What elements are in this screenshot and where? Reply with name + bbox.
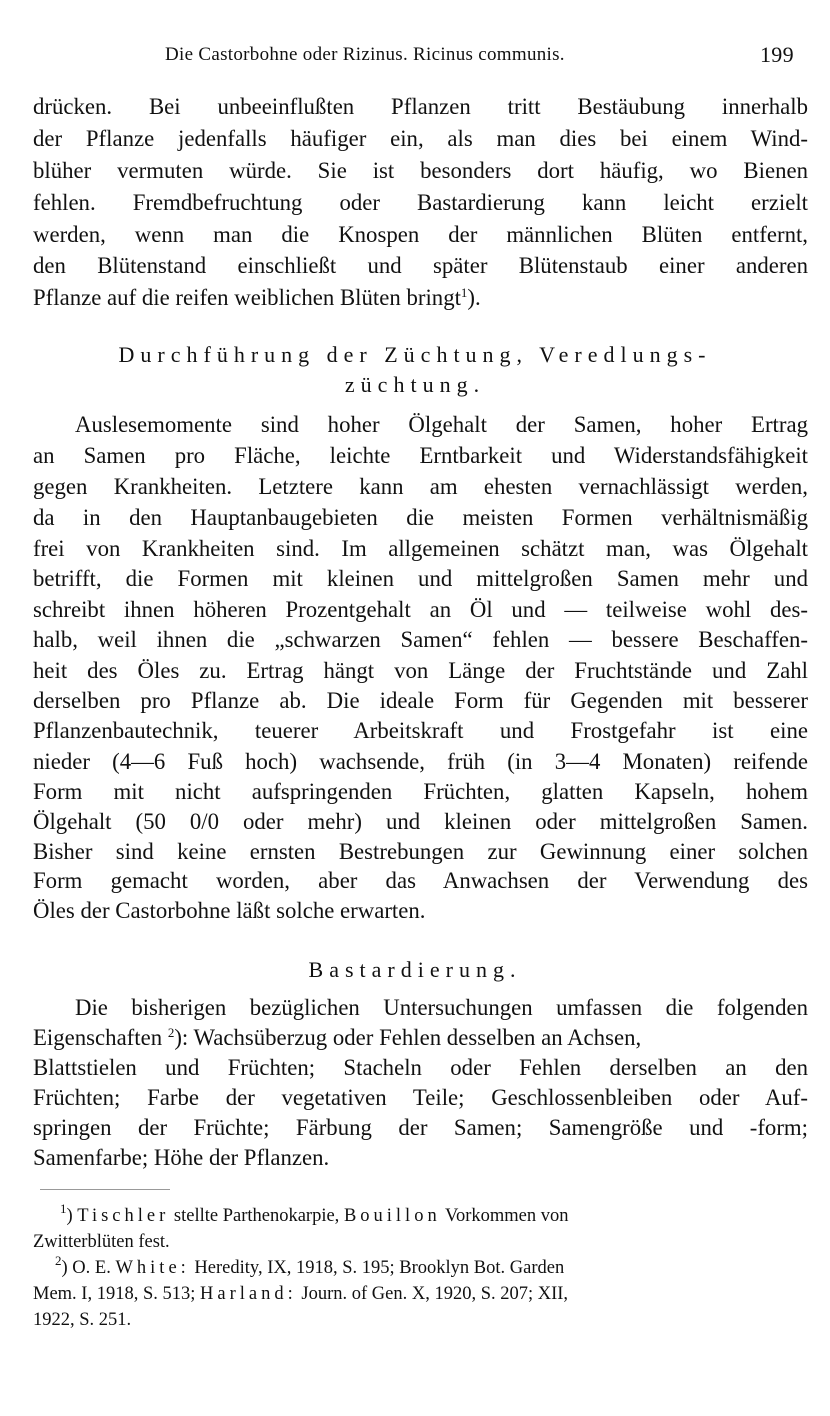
text-line [33, 1023, 808, 1053]
footnote-separator [40, 1189, 170, 1190]
text-run: ) [66, 1206, 78, 1226]
footnote-2-cont: 1922, S. 251. [33, 1310, 132, 1330]
footnote-1-cont: Zwitterblüten fest. [33, 1232, 170, 1252]
text-line: frei von Krankheiten sind. Im allgemeinen schätzt man, was Ölgehalt [33, 536, 808, 561]
text-line: Auslesemomente sind hoher Ölgehalt der Samen, hoher Ertrag [75, 412, 808, 437]
text-line: Die bisherigen bezüglichen Untersuchungen umfassen die folgenden [75, 995, 808, 1020]
text-run: Heredity, IX, 1918, S. 195; Brooklyn Bot. Garden [189, 1258, 565, 1278]
text-run: Eigenschaften [33, 1025, 163, 1050]
text-run: stellte Parthenokarpie, [169, 1206, 344, 1226]
text-line: betrifft, die Formen mit kleinen und mittelgroßen Samen mehr und [33, 566, 808, 591]
text-line-last [33, 283, 808, 313]
text-run: Pflanze auf die reifen weiblichen Blüten bringt [33, 285, 461, 310]
text-line: blüher vermuten würde. Sie ist besonders dort häufig, wo Bienen [33, 158, 808, 183]
footnote-ref[interactable]: 2 [167, 1025, 175, 1040]
text-line: Form gemacht worden, aber das Anwachsen der Verwendung des [33, 868, 808, 893]
text-run: ). [467, 285, 481, 310]
footnote-ref[interactable]: 1 [460, 285, 468, 300]
text-line: Ölgehalt (50 0/0 oder mehr) und kleinen oder mittelgroßen Samen. [33, 809, 808, 834]
section-heading-cont: züchtung. [344, 372, 486, 397]
text-line: der Pflanze jedenfalls häufiger ein, als man dies bei einem Wind- [33, 126, 808, 151]
author-name: Harland: [200, 1284, 297, 1304]
text-line: den Blütenstand einschließt und später Blütenstaub einer anderen [33, 253, 808, 278]
text-line: Pflanzenbautechnik, teuerer Arbeitskraft und Frostgefahr ist eine [33, 718, 808, 743]
text-line: Bisher sind keine ernsten Bestrebungen zur Gewinnung einer solchen [33, 839, 808, 864]
footnote-2 [55, 1253, 808, 1280]
text-line: schreibt ihnen höheren Prozentgehalt an Öl und — teilweise wohl des- [33, 597, 808, 622]
text-line: Früchten; Farbe der vegetativen Teile; Geschlossenbleiben oder Auf- [33, 1085, 808, 1110]
text-line-last: Öles der Castorbohne läßt solche erwarten. [33, 898, 426, 923]
text-line: halb, weil ihnen die „schwarzen Samen“ fehlen — bessere Beschaffen- [33, 627, 808, 652]
text-line: derselben pro Pflanze ab. Die ideale Form für Gegenden mit besserer [33, 688, 808, 713]
author-name: White: [115, 1258, 190, 1278]
section-heading: Durchführung der Züchtung, Veredlungs- [118, 342, 712, 367]
page-number: 199 [760, 42, 794, 67]
text-line: nieder (4—6 Fuß hoch) wachsende, früh (in 3—4 Monaten) reifende [33, 749, 808, 774]
footnote-1 [60, 1201, 808, 1228]
text-line: da in den Hauptanbaugebieten die meisten Formen verhältnismäßig [33, 505, 808, 530]
running-title: Die Castorbohne oder Rizinus. Ricinus communis. [165, 44, 565, 65]
text-line-last: Samenfarbe; Höhe der Pflanzen. [33, 1145, 330, 1170]
footnote-text [60, 1201, 569, 1228]
text-run: ): Wachsüberzug oder Fehlen desselben an Achsen, [174, 1025, 642, 1050]
footnote-mark: 1 [60, 1201, 67, 1216]
text-line: Blattstielen und Früchten; Stacheln oder Fehlen derselben an den [33, 1055, 808, 1080]
text-line: heit des Öles zu. Ertrag hängt von Länge der Fruchtstände und Zahl [33, 658, 808, 683]
text-line: fehlen. Fremdbefruchtung oder Bastardierung kann leicht erzielt [33, 190, 808, 215]
author-name: Tischler [77, 1206, 170, 1226]
text-run [33, 1023, 641, 1053]
text-line: werden, wenn man die Knospen der männlichen Blüten entfernt, [33, 222, 808, 247]
text-run: Mem. I, 1918, S. 513; [33, 1284, 201, 1304]
text-run: Vorkommen von [440, 1206, 569, 1226]
text-run: ) O. E. [61, 1258, 116, 1278]
running-header [0, 44, 830, 74]
text-line: an Samen pro Fläche, leichte Erntbarkeit und Widerstandsfähigkeit [33, 443, 808, 468]
text-line: drücken. Bei unbeeinflußten Pflanzen tritt Bestäubung innerhalb [33, 94, 808, 119]
footnote-mark: 2 [55, 1253, 62, 1268]
text-line: gegen Krankheiten. Letztere kann am ehesten vernachlässigt werden, [33, 474, 808, 499]
text-line: Form mit nicht aufspringenden Früchten, glatten Kapseln, hohem [33, 779, 808, 804]
text-run: Journ. of Gen. X, 1920, S. 207; XII, [296, 1284, 569, 1304]
section-heading: Bastardierung. [308, 957, 522, 982]
footnote-2-cont [33, 1282, 808, 1306]
author-name: Bouillon [343, 1206, 441, 1226]
text-line: springen der Früchte; Färbung der Samen; Samengröße und -form; [33, 1115, 808, 1140]
